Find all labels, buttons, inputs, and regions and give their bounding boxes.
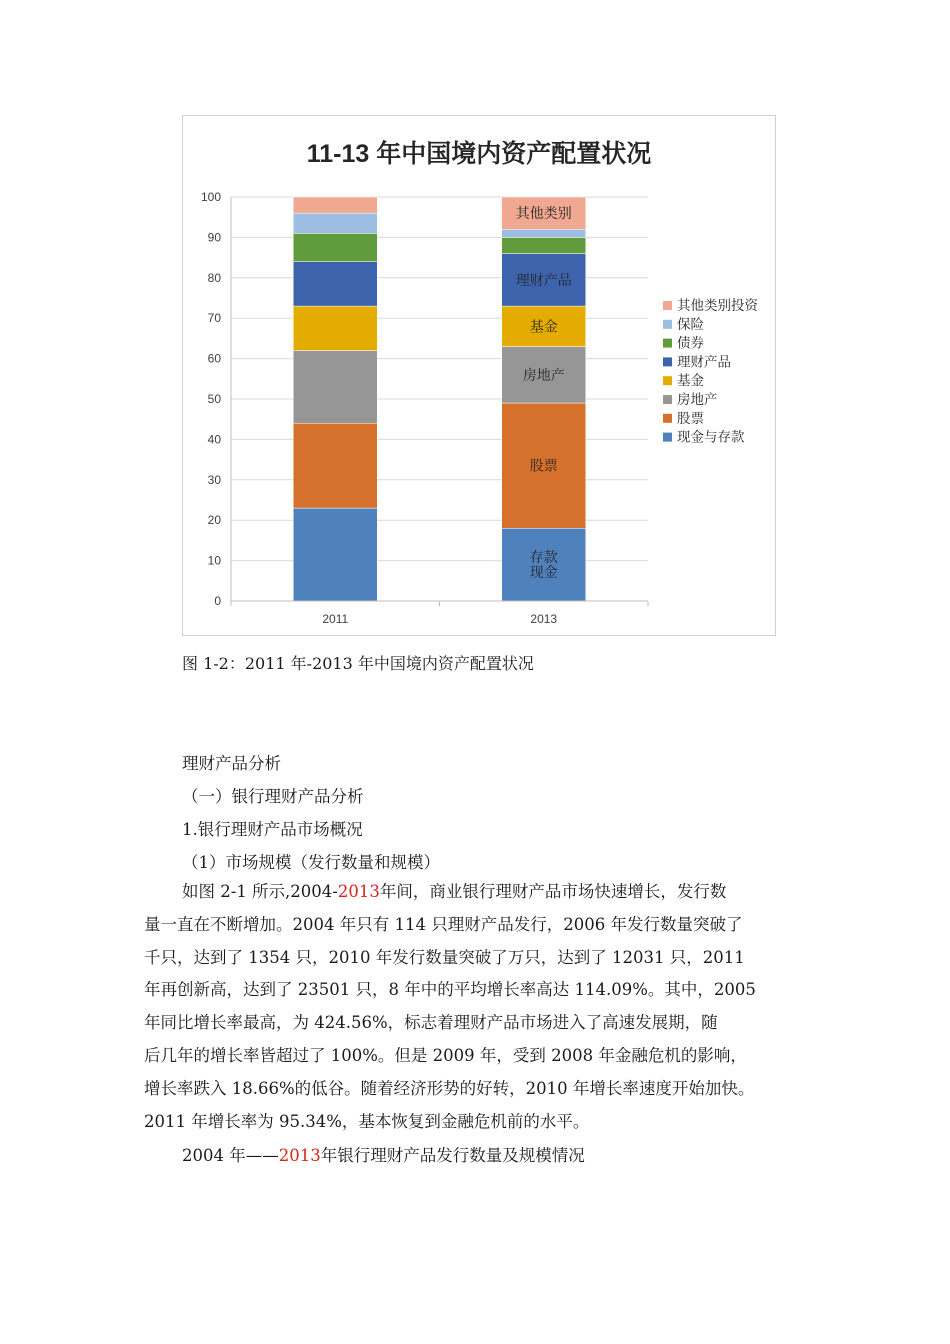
asset-allocation-chart: [182, 115, 776, 636]
data-label: 理财产品: [515, 271, 572, 288]
bar-segment: [293, 306, 377, 350]
legend-label: 理财产品: [677, 354, 731, 370]
legend-label: 保险: [677, 316, 704, 332]
highlighted-year: 2013: [337, 882, 380, 901]
topic-heading: （1）市场规模（发行数量和规模）: [182, 853, 440, 872]
paragraph-line: 年再创新高，达到了 23501 只，8 年中的平均增长率高达 114.09%。其中，2005: [144, 980, 756, 1000]
text-run: 年间，商业银行理财产品市场快速增长，发行数: [379, 882, 727, 901]
y-tick-label: 90: [207, 230, 221, 245]
paragraph-line: 后几年的增长率皆超过了 100%。但是 2009 年，受到 2008 年金融危机的影响，: [144, 1045, 747, 1065]
bar-segment: [293, 233, 377, 261]
legend-label: 股票: [677, 410, 704, 426]
text-run: 如图 2-1 所示,2004-: [182, 882, 338, 901]
bar-segment: [293, 508, 377, 601]
y-tick-label: 80: [207, 270, 221, 285]
y-tick-label: 10: [207, 553, 221, 568]
bar-segment: [293, 197, 377, 213]
paragraph-line: 年同比增长率最高，为 424.56%，标志着理财产品市场进入了高速发展期，随: [144, 1013, 718, 1033]
subsubsection-heading: 1.银行理财产品市场概况: [182, 820, 363, 839]
body-paragraph: [144, 876, 844, 1138]
paragraph-line: 增长率跌入 18.66%的低谷。随着经济形势的好转，2010 年增长率速度开始加快。: [144, 1078, 755, 1098]
data-label: 存款: [529, 549, 558, 566]
legend-swatch: [663, 395, 672, 404]
legend-swatch: [663, 301, 672, 310]
bar-segment: [293, 351, 377, 424]
legend-swatch: [663, 376, 672, 385]
legend-swatch: [663, 339, 672, 348]
data-label: 房地产: [522, 366, 565, 383]
stacked-bar-chart: [183, 116, 777, 637]
legend-swatch: [663, 320, 672, 329]
bar-segment: [293, 262, 377, 306]
paragraph-line: 千只，达到了 1354 只，2010 年发行数量突破了万只，达到了 12031 只，2011: [144, 947, 745, 967]
y-tick-label: 20: [207, 513, 221, 528]
paragraph-line: 2011 年增长率为 95.34%，基本恢复到金融危机前的水平。: [144, 1111, 590, 1131]
y-tick-label: 50: [207, 392, 221, 406]
data-label: 股票: [529, 457, 558, 474]
legend-label: 房地产: [677, 392, 718, 407]
data-label: 其他类别: [515, 205, 572, 222]
table-title: [182, 1142, 585, 1166]
bar-segment: [293, 423, 377, 508]
legend-swatch: [663, 357, 672, 366]
legend-label: 债券: [677, 335, 704, 351]
y-tick-label: 60: [207, 351, 221, 366]
chart-title: 11-13 年中国境内资产配置状况: [306, 140, 652, 168]
section-heading: 理财产品分析: [182, 754, 281, 773]
text-run: 2004 年——: [182, 1146, 279, 1165]
y-tick-label: 70: [207, 311, 221, 326]
y-tick-label: 100: [200, 190, 221, 204]
paragraph-line: 量一直在不断增加。2004 年只有 114 只理财产品发行，2006 年发行数量突破了: [144, 914, 743, 934]
bar-segment: [502, 237, 586, 253]
data-label: 现金: [529, 564, 558, 581]
data-label: 基金: [529, 318, 558, 335]
figure-caption: 图 1-2：2011 年-2013 年中国境内资产配置状况: [182, 654, 534, 673]
bar-segment: [502, 229, 586, 237]
paragraph-line: [144, 876, 844, 909]
bar-segment: [293, 213, 377, 233]
y-tick-label: 0: [214, 594, 221, 608]
subsection-heading: （一）银行理财产品分析: [182, 787, 364, 806]
legend-swatch: [663, 433, 672, 442]
y-tick-label: 30: [207, 472, 221, 487]
legend-label: 其他类别投资: [677, 298, 758, 313]
x-tick-label: 2011: [322, 612, 349, 626]
highlighted-year: 2013: [278, 1146, 321, 1165]
legend-swatch: [663, 414, 672, 423]
x-tick-label: 2013: [530, 612, 558, 626]
text-run: 年银行理财产品发行数量及规模情况: [320, 1146, 585, 1165]
legend-label: 基金: [677, 373, 704, 389]
legend-label: 现金与存款: [677, 429, 745, 445]
y-tick-label: 40: [207, 432, 221, 447]
